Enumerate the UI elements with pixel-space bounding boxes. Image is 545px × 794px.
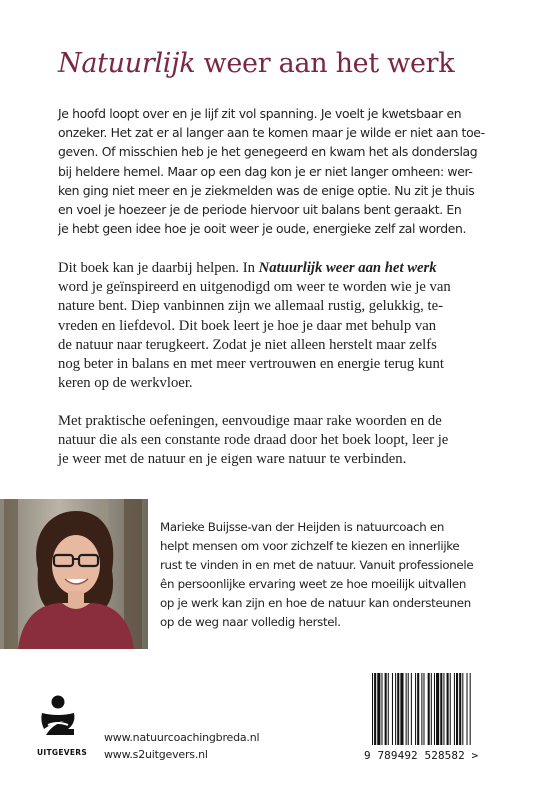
barcode-bar	[385, 673, 387, 745]
author-photo	[0, 499, 148, 649]
barcode-bar	[443, 673, 444, 745]
barcode-bar	[392, 673, 393, 745]
bio-line: helpt mensen om voor zichzelf te kiezen en innerlijke	[160, 539, 460, 554]
intro-line: Je hoofd loopt over en je lijf zit vol spanning. Je voelt je kwetsbaar en	[58, 106, 462, 121]
bio-line: op de weg naar volledig herstel.	[160, 615, 341, 630]
book-title-rest: weer aan het werk	[195, 48, 455, 79]
barcode-bar	[406, 673, 407, 745]
book-title-italic: Natuurlijk	[58, 48, 196, 79]
bio-line: rust te vinden in en met de natuur. Vanuit professionele	[160, 558, 474, 573]
body-line: natuur die als een constante rode draad door het boek loopt, leer je	[58, 432, 449, 449]
barcode-bar	[456, 673, 458, 745]
bio-line	[160, 518, 500, 537]
url-natuurcoaching[interactable]: www.natuurcoachingbreda.nl	[104, 731, 260, 744]
intro-line: ken ging niet meer en je ziekmelden was de enige optie. Nu zit je thuis	[58, 182, 475, 198]
body-line: je weer met de natuur en je eigen ware natuur te verbinden.	[58, 451, 407, 468]
barcode-bar	[381, 673, 382, 745]
barcode-bar	[400, 673, 403, 745]
intro-line: onzeker. Het zat er al langer aan te komen maar je wilde er niet aan toe-	[58, 125, 485, 141]
author-name: Marieke Buijsse-van der Heijden	[160, 520, 341, 534]
body-paragraph-2	[58, 412, 490, 470]
intro-line: je hebt geen idee hoe je ooit weer je oude, energieke zelf zal worden.	[58, 221, 467, 237]
isbn-barcode	[364, 673, 502, 769]
barcode-bars	[364, 673, 502, 747]
barcode-bar	[436, 673, 439, 745]
body-line: nog beter in balans en met meer vertrouwen en energie terug kunt	[58, 356, 444, 373]
intro-line: bij heldere hemel. Maar op een dag kon je er niet langer omheen: wer-	[58, 163, 473, 179]
body-line: keren op de werkvloer.	[58, 375, 193, 392]
barcode-bar	[450, 673, 451, 745]
barcode-bar	[423, 673, 424, 745]
intro-line: geven. Of misschien heb je het genegeerd en kwam het als donderslag	[58, 144, 478, 160]
body-line: vreden en liefdevol. Dit boek leert je hoe je daar met behulp van	[58, 317, 437, 334]
barcode-bar	[440, 673, 442, 745]
barcode-bar	[377, 673, 380, 745]
logo-text: UITGEVERS	[37, 748, 88, 757]
body-paragraph-1	[58, 259, 490, 393]
body-line-text: Dit boek kan je daarbij helpen. In	[58, 260, 259, 276]
bio-line: ên persoonlijke ervaring weet ze hoe moeilijk uitvallen	[160, 577, 467, 592]
barcode-bar	[415, 673, 416, 745]
book-title	[58, 48, 454, 79]
intro-line: en voel je hoezeer je de periode hiervoor uit balans bent geraakt. En	[58, 202, 462, 218]
barcode-bar	[447, 673, 449, 745]
body-line	[58, 259, 490, 278]
author-bio	[160, 518, 500, 633]
barcode-bar	[395, 673, 396, 745]
body-line: word je geïnspireerd en uitgenodigd om weer te worden wie je van	[58, 279, 451, 296]
barcode-bar	[428, 673, 430, 745]
url-s2uitgevers[interactable]: www.s2uitgevers.nl	[104, 748, 208, 761]
barcode-bar	[417, 673, 419, 745]
bio-line-text: is natuurcoach en	[340, 520, 444, 534]
intro-paragraph	[58, 104, 490, 238]
bio-line: op je werk kan zijn en hoe de natuur kan ondersteunen	[160, 596, 471, 611]
barcode-bar	[431, 673, 432, 745]
book-title-inline: Natuurlijk weer aan het werk	[258, 260, 437, 276]
barcode-bar	[411, 673, 412, 745]
barcode-bar	[434, 673, 435, 745]
body-line: nature bent. Diep vanbinnen zijn we allemaal rustig, gelukkig, te-	[58, 298, 444, 315]
barcode-bar	[408, 673, 409, 745]
publisher-urls	[104, 729, 259, 763]
barcode-bar	[421, 673, 422, 745]
barcode-bar	[470, 673, 471, 745]
barcode-bar	[374, 673, 376, 745]
barcode-bar	[462, 673, 463, 745]
barcode-bar	[454, 673, 455, 745]
barcode-bar	[372, 673, 373, 745]
body-line: de natuur naar terugkeert. Zodat je niet alleen herstelt maar zelfs	[58, 336, 437, 353]
barcode-bar	[459, 673, 461, 745]
barcode-bar	[397, 673, 399, 745]
isbn-number: 9 789492 528582 >	[364, 749, 479, 762]
body-line: Met praktische oefeningen, eenvoudige maar rake woorden en de	[58, 413, 442, 429]
barcode-bar	[388, 673, 389, 745]
barcode-bar	[467, 673, 468, 745]
